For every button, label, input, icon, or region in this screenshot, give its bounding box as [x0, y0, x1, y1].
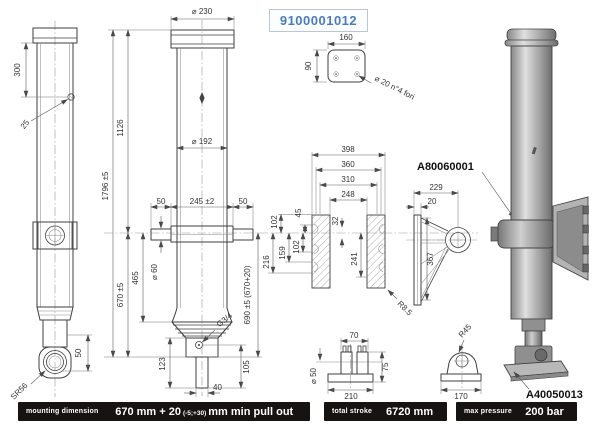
dim-section-102-lower: 102	[292, 240, 301, 254]
dim-section-241: 241	[350, 252, 359, 266]
spec-bar-pressure	[456, 402, 577, 421]
dim-head-dia: ⌀ 230	[191, 7, 213, 16]
dim-bracket-flange: 20	[427, 197, 437, 206]
dim-bracket-depth: 229	[429, 183, 443, 192]
bracket-section-view	[262, 145, 385, 288]
dim-section-inner: 248	[341, 190, 355, 199]
dim-pin-left: 50	[156, 197, 166, 206]
callout-bracket-part: A80060001	[417, 161, 474, 173]
dim-pin-right: 50	[238, 197, 248, 206]
spec-label-stroke: total stroke	[332, 408, 373, 415]
spec-bar-stroke	[324, 402, 447, 421]
dim-base-plate-width: 210	[344, 392, 358, 401]
spec-value-stroke: 6720 mm	[386, 405, 434, 418]
dim-base-pin-dia: ⌀ 50	[309, 368, 318, 384]
base-mount-side-view	[441, 322, 481, 401]
dim-section-overall: 398	[341, 145, 355, 154]
trunnion-pin-left	[151, 229, 171, 240]
dim-plate-width: 160	[339, 33, 353, 42]
dim-closed-length: 1796 ±5	[101, 171, 110, 201]
bracket-profile-right	[367, 215, 385, 288]
spec-label-mounting: mounting dimension	[26, 408, 99, 415]
callout-sphere-radius: SR56	[8, 380, 30, 402]
bleed-port-symbol	[199, 92, 204, 104]
bracket-profile-left	[312, 215, 330, 288]
dim-section-360: 360	[341, 160, 355, 169]
dim-tube-dia: ⌀ 192	[191, 137, 213, 146]
dim-rod-port: 105	[242, 360, 251, 374]
dim-port-height: 300	[13, 63, 22, 77]
part-number-badge: 9100001012	[269, 9, 368, 32]
dim-rod-block: 123	[158, 357, 167, 371]
spec-value-mounting: 670 mm + 20 (-5;+30) mm min pull out	[115, 405, 294, 418]
dim-bracket-height: 367	[426, 252, 435, 266]
dim-section-310: 310	[341, 175, 355, 184]
dim-section-45: 45	[294, 208, 303, 218]
cylinder-3d-render	[491, 29, 589, 401]
callout-holes-note: ⌀ 20 n°4 fori	[373, 73, 417, 102]
mounting-plate-view	[304, 33, 416, 102]
callout-thread: G3/4	[214, 311, 235, 329]
spec-value-pressure: 200 bar	[525, 405, 564, 418]
dim-eye-width: 50	[74, 348, 83, 358]
dim-section-102-upper: 102	[270, 215, 279, 229]
dim-pull-out: 690 ±5 (670+20)	[243, 265, 252, 325]
base-mount-front-view	[309, 331, 390, 401]
dim-mounting: 670 ±5	[116, 282, 125, 308]
callout-base-part: A40050013	[526, 389, 583, 401]
dim-base-height: 75	[381, 362, 390, 372]
dim-port-size: 25	[18, 118, 32, 131]
front-view-drawing	[101, 7, 478, 397]
dim-trunnion-to-tube-end: 465	[131, 271, 140, 285]
dim-trunnion-width: 245 ±2	[189, 197, 215, 206]
dim-rod-dia: 40	[213, 383, 222, 392]
dim-lug-span: 70	[349, 331, 359, 340]
dim-plate-height: 90	[304, 61, 313, 71]
dim-base-side-width: 170	[454, 392, 468, 401]
callout-fillet-radius: R8.5	[395, 299, 414, 318]
trunnion-pin-right	[233, 229, 253, 240]
dim-section-159: 159	[278, 246, 287, 260]
dim-section-32: 32	[331, 216, 340, 226]
dim-pin-dia: ⌀ 60	[150, 264, 159, 280]
dim-section-216: 216	[262, 255, 271, 269]
dim-head-to-trunnion: 1126	[116, 119, 125, 137]
render-trunnion-collar	[498, 220, 555, 248]
spec-label-pressure: max pressure	[464, 408, 512, 415]
callout-base-radius: R45	[456, 322, 474, 340]
spec-bar-mounting	[18, 402, 310, 421]
side-view-drawing	[9, 21, 92, 401]
render-cylinder-body	[511, 46, 552, 319]
